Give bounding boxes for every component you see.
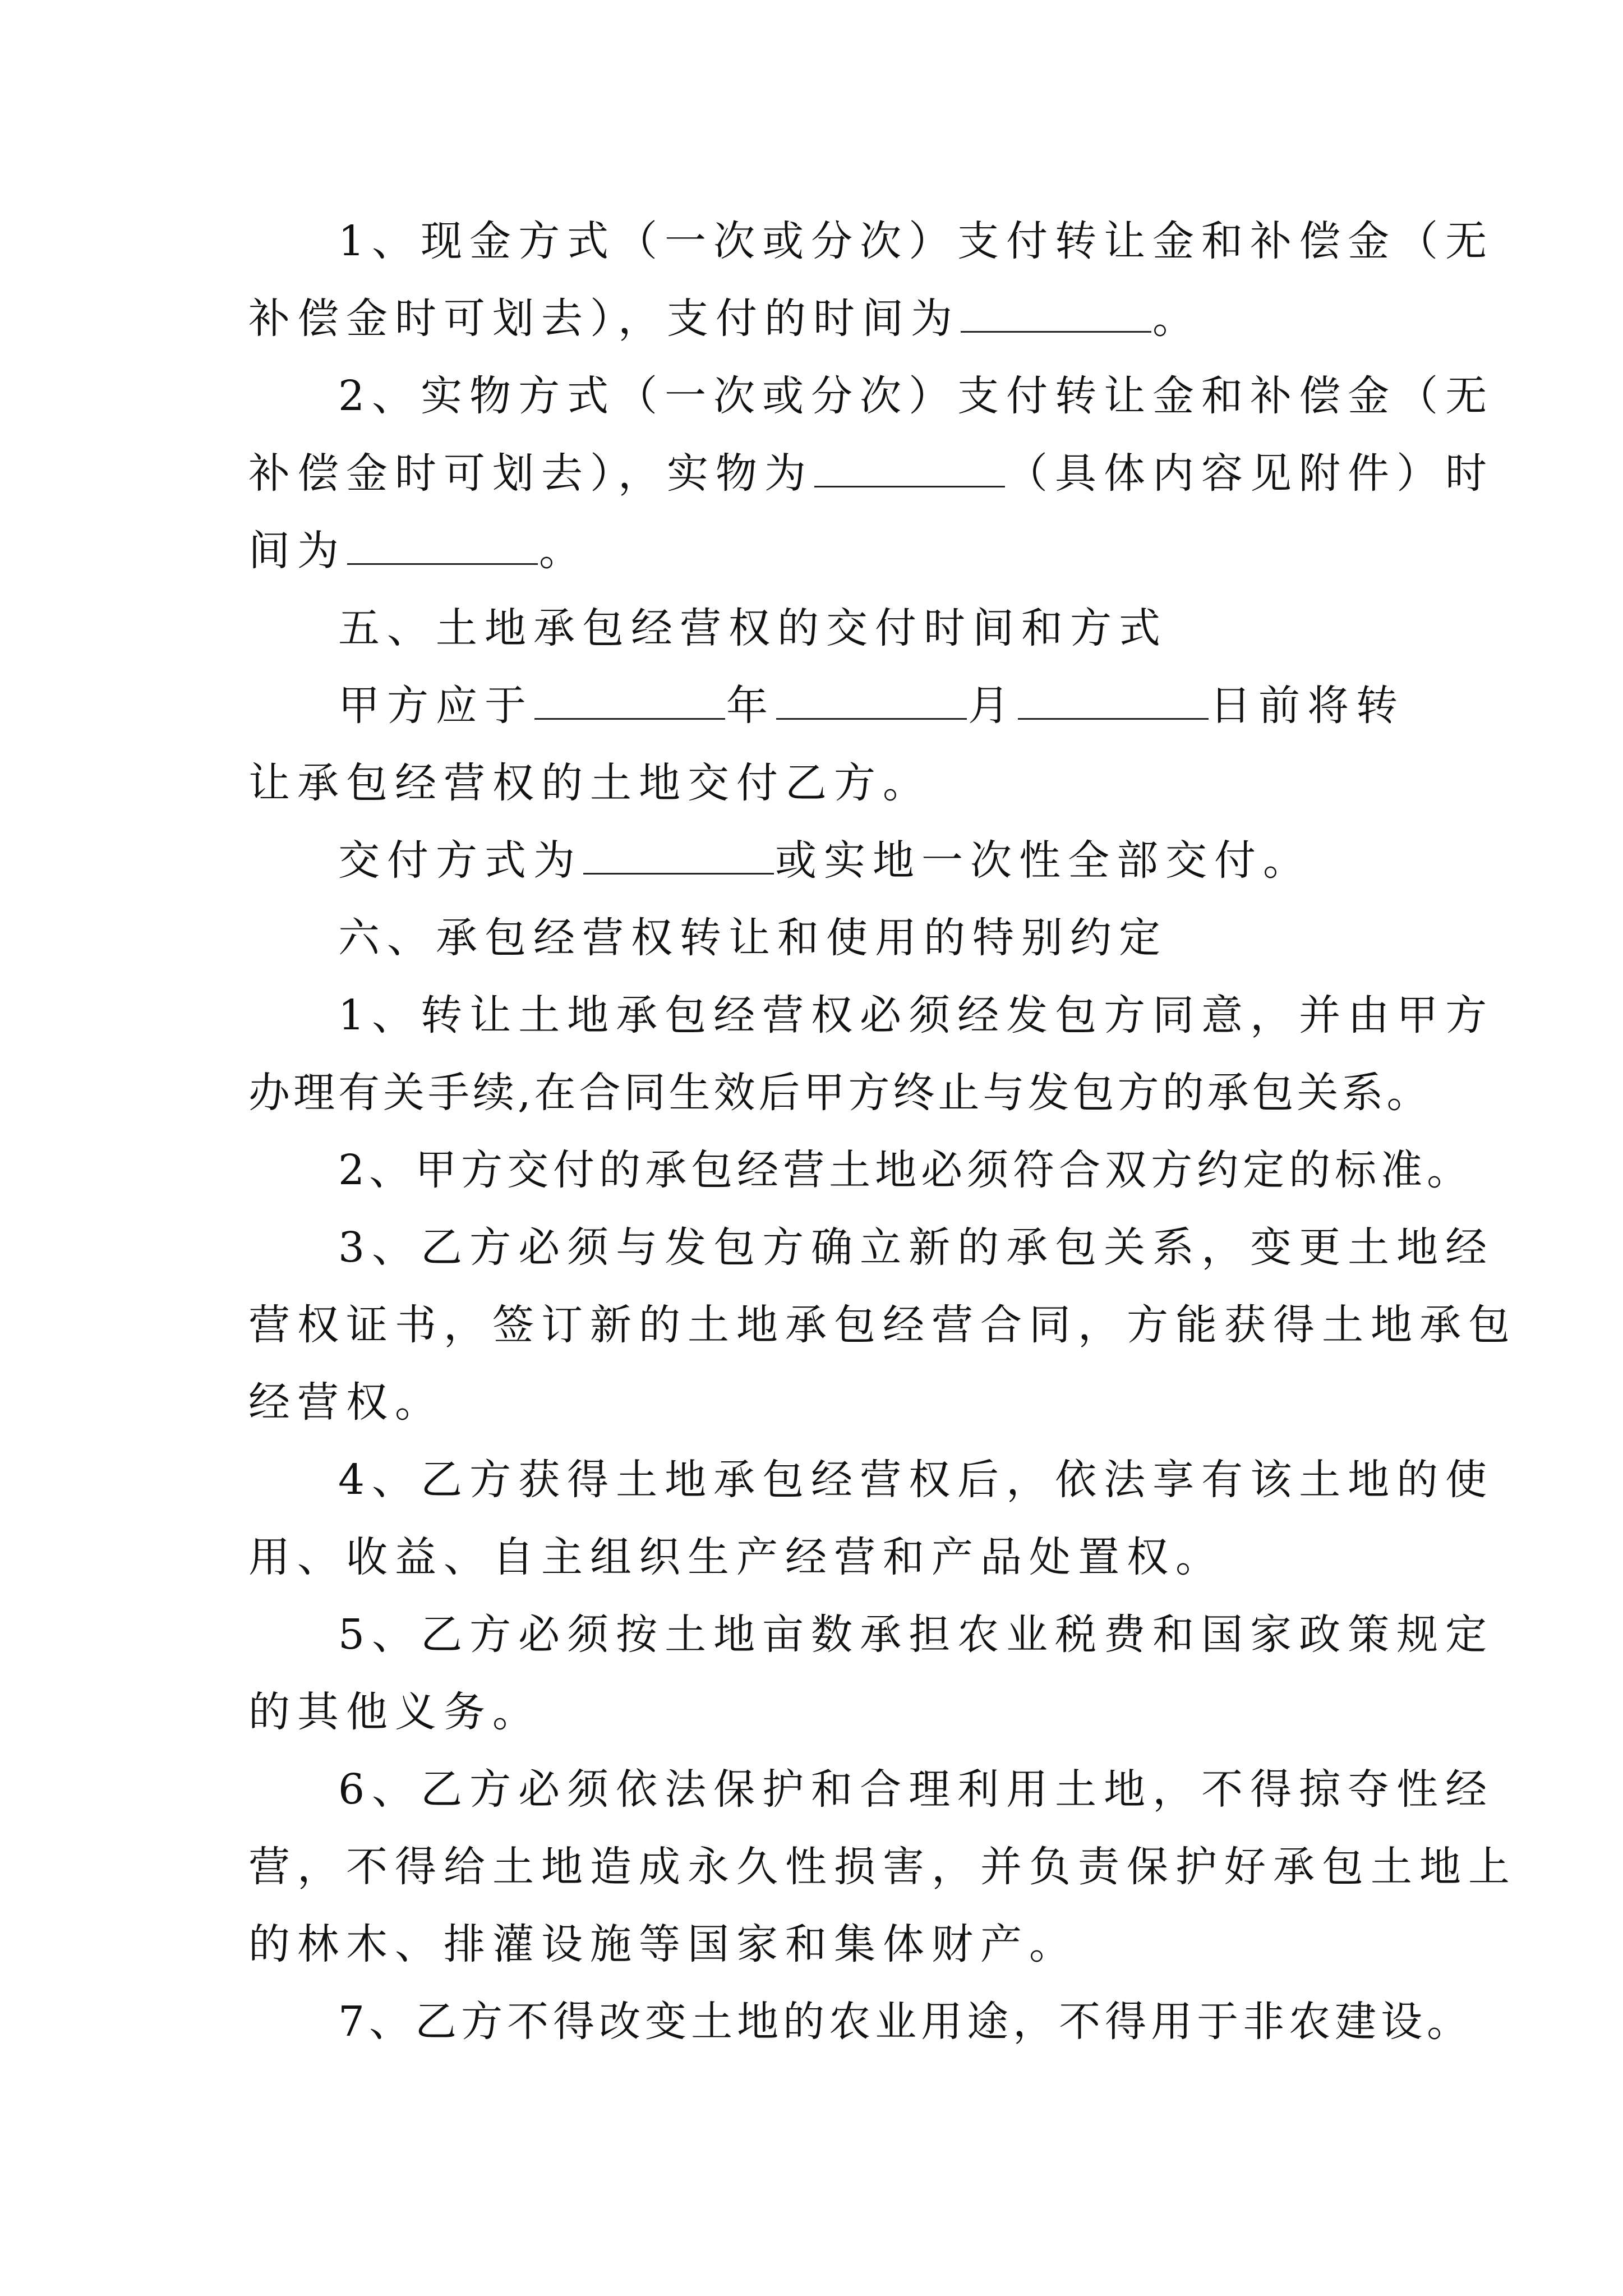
paragraph-line <box>248 523 588 579</box>
text-run: 。 <box>1152 295 1201 343</box>
fill-in-blank <box>776 683 967 720</box>
paragraph-line <box>248 291 1201 347</box>
paragraph-line <box>338 1452 1494 1508</box>
paragraph-line <box>338 1994 1473 2050</box>
paragraph-line <box>248 1684 541 1740</box>
text-run: 月 <box>968 682 1017 730</box>
text-run: 的其他义务。 <box>248 1688 541 1736</box>
paragraph-line <box>248 1297 1517 1353</box>
section-heading <box>338 910 1168 966</box>
text-run: 6、乙方必须依法保护和合理利用土地，不得掠夺性经 <box>338 1765 1495 1814</box>
text-run: 经营权。 <box>248 1378 444 1427</box>
paragraph-line <box>248 1374 444 1430</box>
paragraph-line <box>248 1529 1224 1585</box>
text-run: 年 <box>726 682 775 730</box>
text-run: 日前将转 <box>1210 682 1405 730</box>
paragraph-line <box>338 678 1405 734</box>
text-run: 2、甲方交付的承包经营土地必须符合双方约定的标准。 <box>338 1146 1473 1194</box>
text-run: 用、收益、自主组织生产经营和产品处置权。 <box>248 1533 1224 1581</box>
text-run: 六、承包经营权转让和使用的特别约定 <box>338 914 1168 962</box>
text-run: 补偿金时可划去），支付的时间为 <box>248 295 960 343</box>
fill-in-blank <box>814 451 1005 487</box>
text-run: 3、乙方必须与发包方确立新的承包关系，变更土地经 <box>338 1223 1495 1272</box>
paragraph-line <box>248 445 1494 501</box>
fill-in-blank <box>583 838 774 875</box>
fill-in-blank <box>347 528 538 565</box>
text-run: 五、土地承包经营权的交付时间和方式 <box>338 604 1168 652</box>
paragraph-line <box>248 755 932 811</box>
paragraph-line <box>338 987 1494 1043</box>
text-run: 办理有关手续,在合同生效后甲方终止与发包方的承包关系。 <box>248 1069 1432 1117</box>
text-run: 1、现金方式（一次或分次）支付转让金和补偿金（无 <box>338 217 1495 265</box>
text-run: 间为 <box>248 527 346 575</box>
paragraph-line <box>338 368 1494 424</box>
text-run: 1、转让土地承包经营权必须经发包方同意，并由甲方 <box>338 991 1495 1039</box>
text-run: 5、乙方必须按土地亩数承担农业税费和国家政策规定 <box>338 1611 1495 1659</box>
paragraph-line <box>338 1142 1473 1198</box>
fill-in-blank <box>1018 683 1209 720</box>
text-run: 的林木、排灌设施等国家和集体财产。 <box>248 1920 1078 1968</box>
text-run: 或实地一次性全部交付。 <box>775 836 1312 885</box>
text-run: 2、实物方式（一次或分次）支付转让金和补偿金（无 <box>338 372 1495 420</box>
text-run: 让承包经营权的土地交付乙方。 <box>248 759 932 807</box>
text-run: 营权证书，签订新的土地承包经营合同，方能获得土地承包 <box>248 1301 1517 1349</box>
fill-in-blank <box>534 683 725 720</box>
fill-in-blank <box>961 296 1151 333</box>
paragraph-line <box>248 1916 1078 1972</box>
text-run: 补偿金时可划去），实物为 <box>248 449 813 498</box>
paragraph-line <box>248 1839 1517 1895</box>
paragraph-line <box>338 832 1312 889</box>
text-run: 营，不得给土地造成永久性损害，并负责保护好承包土地上 <box>248 1843 1517 1891</box>
text-run: 7、乙方不得改变土地的农业用途，不得用于非农建设。 <box>338 1998 1473 2046</box>
text-run: 4、乙方获得土地承包经营权后，依法享有该土地的使 <box>338 1456 1495 1504</box>
paragraph-line <box>338 1220 1494 1276</box>
section-heading <box>338 600 1168 656</box>
text-run: （具体内容见附件）时 <box>1006 449 1494 498</box>
paragraph-line <box>338 1607 1494 1663</box>
paragraph-line <box>338 213 1494 269</box>
text-run: 。 <box>539 527 588 575</box>
paragraph-line <box>248 1065 1432 1121</box>
text-run: 甲方应于 <box>338 682 533 730</box>
text-run: 交付方式为 <box>338 836 582 885</box>
paragraph-line <box>338 1761 1494 1818</box>
